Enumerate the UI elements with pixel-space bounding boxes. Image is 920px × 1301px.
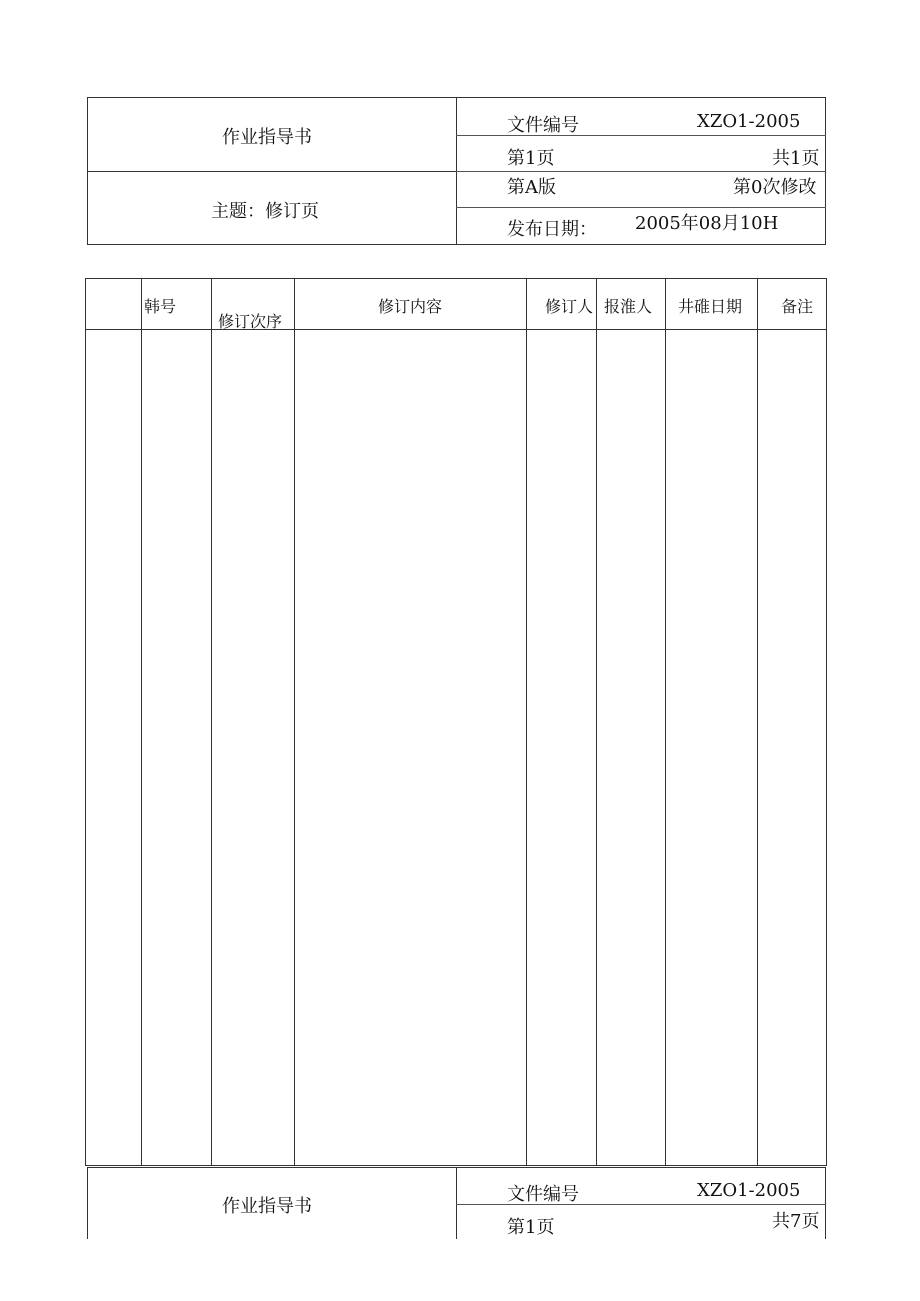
footer-mid-divider bbox=[456, 1167, 457, 1239]
table-col-line-8 bbox=[826, 278, 827, 1165]
footer-doc-title: 作业指导书 bbox=[222, 1196, 312, 1217]
release-date-label: 发布日期： bbox=[507, 219, 597, 240]
header-right-divider-2 bbox=[456, 171, 826, 172]
doc-title: 作业指导书 bbox=[222, 127, 312, 148]
footer-doc-number: XZO1-2005 bbox=[697, 1180, 801, 1201]
edition: 第A版 bbox=[507, 177, 556, 198]
table-bottom-border bbox=[85, 1165, 827, 1166]
footer-left-border bbox=[87, 1167, 88, 1239]
table-col-line-0 bbox=[85, 278, 86, 1165]
footer-right-border bbox=[825, 1167, 826, 1239]
column-header: 韩号 bbox=[144, 297, 177, 316]
table-col-line-1 bbox=[141, 278, 142, 1165]
table-col-line-5 bbox=[596, 278, 597, 1165]
table-top-border bbox=[85, 278, 827, 279]
header-bottom-border bbox=[87, 244, 826, 245]
header-right-divider-3 bbox=[456, 207, 826, 208]
footer-page-number: 第1页 bbox=[507, 1217, 555, 1238]
table-header-divider bbox=[85, 329, 827, 330]
doc-number: XZO1-2005 bbox=[697, 111, 801, 132]
table-col-line-7 bbox=[757, 278, 758, 1165]
doc-number-label: 文件编号 bbox=[507, 115, 579, 136]
table-col-line-2 bbox=[211, 278, 212, 1165]
column-header: 修订内容 bbox=[378, 297, 443, 316]
footer-doc-number-label: 文件编号 bbox=[507, 1184, 579, 1205]
table-col-line-4 bbox=[526, 278, 527, 1165]
table-col-line-3 bbox=[294, 278, 295, 1165]
subject-label: 主题：修订页 bbox=[211, 201, 319, 222]
revision-count: 第0次修改 bbox=[733, 177, 817, 198]
footer-page-total: 共7页 bbox=[772, 1211, 820, 1232]
table-col-line-6 bbox=[665, 278, 666, 1165]
page-total: 共1页 bbox=[772, 148, 820, 169]
column-header: 井碓日期 bbox=[678, 297, 743, 316]
column-header: 备注 bbox=[781, 297, 814, 316]
release-date: 2005年08月10H bbox=[635, 213, 779, 234]
column-header: 修订次序 bbox=[218, 312, 283, 331]
column-header: 修订人 bbox=[545, 297, 594, 316]
header-left-divider bbox=[87, 171, 456, 172]
column-header: 报淮人 bbox=[604, 297, 653, 316]
page-number: 第1页 bbox=[507, 148, 555, 169]
